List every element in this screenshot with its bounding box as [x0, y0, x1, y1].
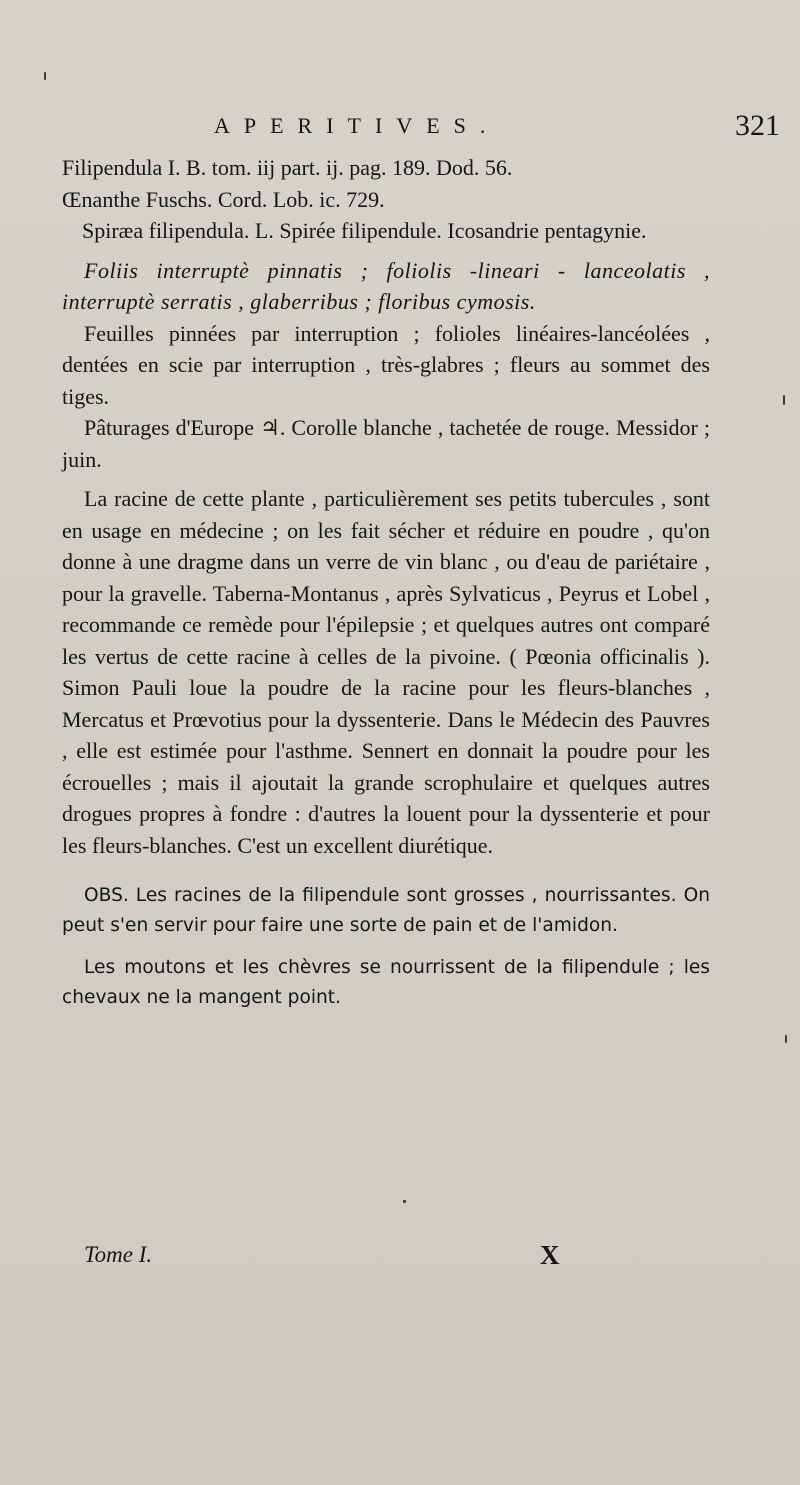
- reference-line: Spiræa filipendula. L. Spirée filipendule. Icosandrie pentagynie.: [82, 218, 647, 243]
- paper-speck: [785, 1035, 787, 1043]
- page-body: [62, 152, 710, 1025]
- reference-line: Œnanthe Fuschs. Cord. Lob. ic. 729.: [62, 186, 385, 212]
- note-paragraph: OBS. Les racines de la filipendule sont grosses , nourrissantes. On peut s'en servir pour faire une sorte de pain et de l'amidon.: [62, 885, 710, 936]
- references-block: [62, 152, 710, 247]
- signature-mark: X: [540, 1240, 560, 1270]
- paper-speck: [403, 1200, 406, 1203]
- volume-label: Tome I.: [84, 1242, 153, 1267]
- french-description: Feuilles pinnées par interruption ; folioles linéaires-lancéolées , dentées en scie par interruption , très-glabres ; fleurs au sommet des tiges.: [62, 320, 710, 409]
- paper-speck: [44, 72, 46, 80]
- main-paragraph: La racine de cette plante , particulièrement ses petits tubercules , sont en usage en médecine ; on les fait sécher et réduire en poudre , qu'on donne à une dragme dans un verre de vin blanc , ou d'eau de pariétaire , pour la gravelle. Taberna-Montanus , après Sylvaticus , Peyrus et Lobel , recommande ce remède pour l'épilepsie ; et quelques autres ont comparé les vertus de cette racine à celles de la pivoine. ( Pœonia officinalis ). Simon Pauli loue la poudre de la racine pour les fleurs-blanches , Mercatus et Prœvotius pour la dyssenterie. Dans le Médecin des Pauvres , elle est estimée pour l'asthme. Sennert en donnait la poudre pour les écrouelles ; mais il ajoutait la grande scrophulaire et quelques autres drogues propres à fondre : d'autres la louent pour la dyssenterie et pour les fleurs-blanches. C'est un excellent diurétique.: [62, 486, 710, 858]
- page-header: [64, 109, 780, 153]
- running-title: APERITIVES.: [214, 113, 500, 138]
- habitat-line: Pâturages d'Europe ♃. Corolle blanche , tachetée de rouge. Messidor ; juin.: [62, 415, 710, 472]
- latin-diagnosis: Foliis interruptè pinnatis ; foliolis -lineari - lanceolatis , interruptè serratis , glaberribus ; floribus cymosis.: [62, 257, 710, 314]
- note-paragraph: Les moutons et les chèvres se nourrissent de la filipendule ; les chevaux ne la mangent point.: [62, 957, 710, 1008]
- reference-line: Filipendula I. B. tom. iij part. ij. pag. 189. Dod. 56.: [62, 155, 513, 180]
- page-number: 321: [735, 109, 780, 142]
- notes-block: [62, 881, 710, 1013]
- page-footer: [84, 1242, 584, 1282]
- paper-speck: [783, 395, 785, 405]
